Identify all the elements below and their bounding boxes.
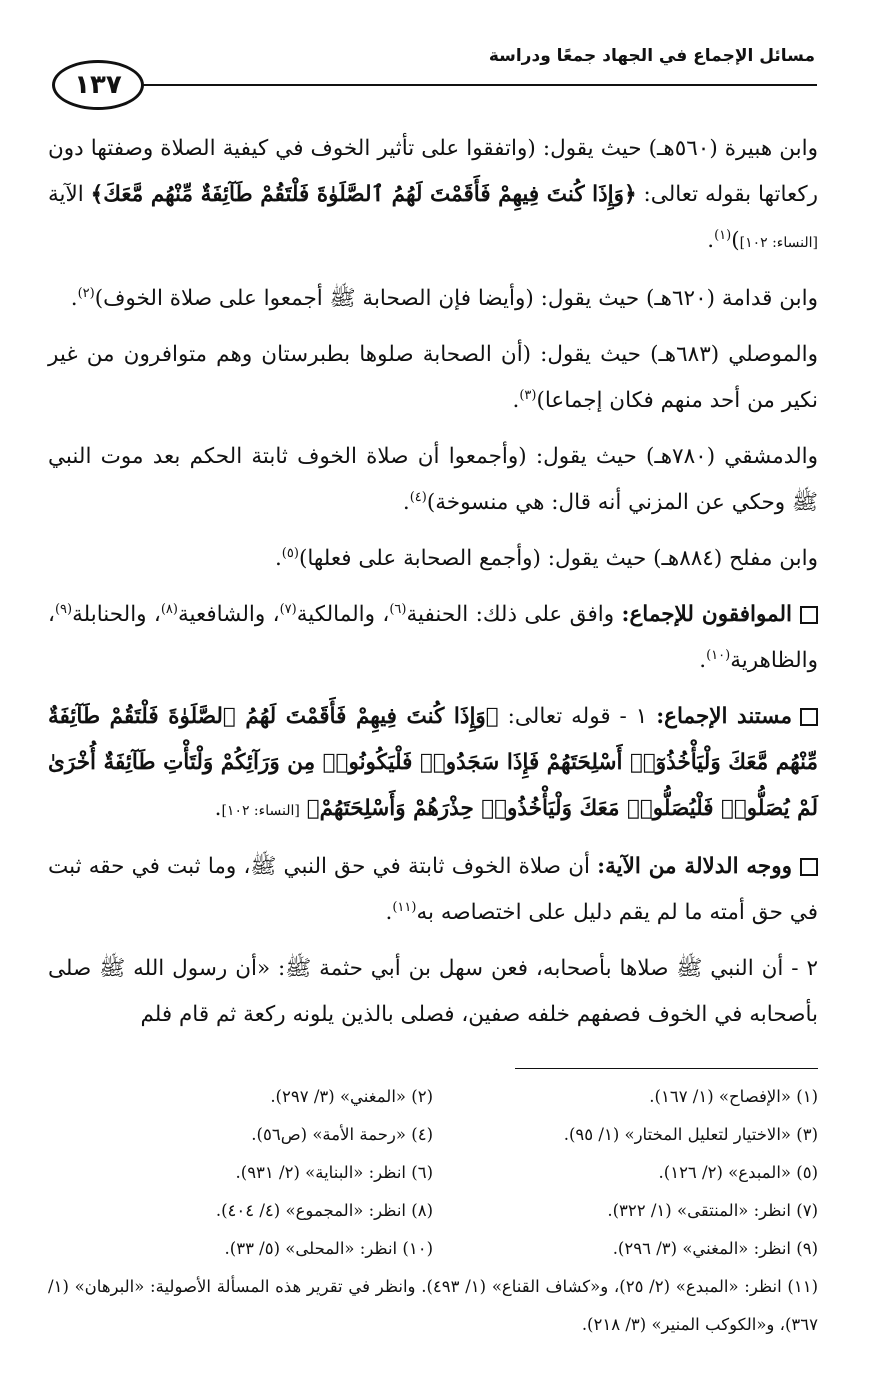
footnote: (٦) انظر: «البناية» (٢/ ٩٣١). — [235, 1163, 433, 1182]
verse-reference: [النساء: ١٠٢] — [221, 803, 300, 819]
text-run: ، والحنابلة — [72, 602, 161, 627]
footnote: (٤) «رحمة الأمة» (ص٥٦). — [251, 1125, 433, 1144]
footnote-row — [48, 1116, 818, 1154]
paragraph — [48, 126, 818, 266]
footnote-row — [48, 1154, 818, 1192]
text-run: . — [402, 490, 410, 515]
footnote: (١١) انظر: «المبدع» (٢/ ٢٥)، و«كشاف القناع» (١/ ٤٩٣). وانظر في تقرير هذه المسألة الأصولية: «البرهان» (١/ ٣٦٧)، و«الكوكب المنير» (٣/ ٢١٨). — [48, 1277, 818, 1334]
text-run: وابن قدامة (٦٢٠هـ) حيث يقول: (وأيضا فإن الصحابة ﷺ أجمعوا على صلاة الخوف) — [94, 286, 818, 311]
footnote-rule — [515, 1068, 818, 1069]
section-heading: ووجه الدلالة من الآية: — [597, 854, 792, 879]
square-bullet-icon — [800, 708, 818, 726]
text-run: . — [274, 546, 282, 571]
page-number: ١٣٧ — [74, 70, 122, 100]
paragraph — [48, 332, 818, 424]
header-rule — [140, 84, 817, 86]
text-run: والدمشقي (٧٨٠هـ) حيث يقول: (وأجمعوا أن صلاة الخوف ثابتة الحكم بعد موت النبي ﷺ وحكي عن المزني أنه قال: هي منسوخة) — [48, 444, 818, 515]
quran-verse: ﴿وَإِذَا كُنتَ فِيهِمْ فَأَقَمْتَ لَهُمُ ٱلصَّلَوٰةَ فَلْتَقُمْ طَآئِفَةٌ مِّنْهُم مَّعَكَ وَلْيَأْخُذُوٓا۟ أَسْلِحَتَهُمْ فَإِذَا سَجَدُوا۟ فَلْيَكُونُوا۟ مِن وَرَآئِكُمْ وَلْتَأْتِ طَآئِفَةٌ أُخْرَىٰ لَمْ يُصَلُّوا۟ فَلْيُصَلُّوا۟ مَعَكَ وَلْيَأْخُذُوا۟ حِذْرَهُمْ وَأَسْلِحَتَهُمْ﴾ — [48, 704, 818, 821]
text-run: . — [70, 286, 78, 311]
footnote-marker: (٢) — [77, 285, 95, 301]
footnote-marker: (٥) — [281, 545, 299, 561]
page-number-badge — [52, 60, 144, 110]
footnote-row — [48, 1192, 818, 1230]
footnote: (٩) انظر: «المغني» (٣/ ٢٩٦). — [612, 1239, 818, 1258]
paragraph — [48, 536, 818, 582]
text-run: . — [385, 900, 393, 925]
footnote-row — [48, 1230, 818, 1268]
text-run: ، والمالكية — [296, 602, 390, 627]
text-run: ٢ - أن النبي ﷺ صلاها بأصحابه، فعن سهل بن أبي حثمة ﷺ: «أن رسول الله ﷺ صلى بأصحابه في الخوف فصفهم خلفه صفين، فصلى بالذين يلونه ركعة ثم قام فلم — [48, 956, 818, 1027]
text-run: . — [707, 228, 715, 253]
paragraph — [48, 592, 818, 684]
footnote-marker: (١٠) — [706, 647, 731, 663]
text-run: والموصلي (٦٨٣هـ) حيث يقول: (أن الصحابة صلوها بطبرستان وهم متوافرون من غير نكير من أحد منهم فكان إجماعا) — [48, 342, 818, 413]
text-run — [300, 796, 307, 821]
footnote: (٥) «المبدع» (٢/ ١٢٦). — [658, 1163, 818, 1182]
square-bullet-icon — [800, 858, 818, 876]
footnote-marker: (١) — [714, 227, 732, 243]
footnote: (١٠) انظر: «المحلى» (٥/ ٣٣). — [224, 1239, 433, 1258]
footnote: (٣) «الاختيار لتعليل المختار» (١/ ٩٥). — [563, 1125, 818, 1144]
footnote-marker: (٦) — [389, 601, 407, 617]
footnote: (٢) «المغني» (٣/ ٢٩٧). — [270, 1087, 433, 1106]
footnote-marker: (٧) — [279, 601, 297, 617]
text-run: ، والظاهرية — [48, 602, 818, 673]
text-run: . — [214, 796, 222, 821]
text-run: . — [699, 648, 707, 673]
text-run: وابن هبيرة (٥٦٠هـ) حيث يقول: (واتفقوا على تأثير الخوف في كيفية الصلاة وصفتها دون ركعاتها بقوله تعالى: — [48, 136, 818, 207]
footnote: (١) «الإفصاح» (١/ ١٦٧). — [649, 1087, 818, 1106]
square-bullet-icon — [800, 606, 818, 624]
footnote-row — [48, 1078, 818, 1116]
text-run: الآية — [48, 182, 91, 207]
text-run: ١ - قوله تعالى: — [498, 704, 657, 729]
footnotes — [48, 1078, 818, 1344]
footnote-marker: (٩) — [54, 601, 73, 617]
footnote-marker: (٨) — [160, 601, 178, 617]
paragraph — [48, 276, 818, 322]
paragraph — [48, 694, 818, 834]
text-run: ، والشافعية — [177, 602, 280, 627]
section-heading: الموافقون للإجماع: — [621, 602, 793, 627]
footnote-marker: (١١) — [392, 899, 417, 915]
text-run: ) — [731, 228, 740, 253]
quran-verse: ﴿وَإِذَا كُنتَ فِيهِمْ فَأَقَمْتَ لَهُمُ ٱلصَّلَوٰةَ فَلْتَقُمْ طَآئِفَةٌ مِّنْهُم مَّعَكَ﴾ — [90, 182, 637, 207]
main-text — [48, 126, 818, 1048]
footnote-marker: (٣) — [519, 387, 537, 403]
paragraph — [48, 946, 818, 1038]
paragraph — [48, 844, 818, 936]
verse-reference: [النساء: ١٠٢] — [739, 235, 818, 251]
text-run: . — [512, 388, 520, 413]
text-run: وابن مفلح (٨٨٤هـ) حيث يقول: (وأجمع الصحابة على فعلها) — [298, 546, 818, 571]
footnote: (٨) انظر: «المجموع» (٤/ ٤٠٤). — [215, 1201, 433, 1220]
running-title: مسائل الإجماع في الجهاد جمعًا ودراسة — [488, 46, 815, 66]
text-run: أن صلاة الخوف ثابتة في حق النبي ﷺ، وما ثبت في حقه ثبت في حق أمته ما لم يقم دليل على اختصاصه به — [48, 854, 818, 925]
paragraph — [48, 434, 818, 526]
section-heading: مستند الإجماع: — [656, 704, 792, 729]
footnote-marker: (٤) — [409, 489, 427, 505]
footnote: (٧) انظر: «المنتقى» (١/ ٣٢٢). — [607, 1201, 818, 1220]
text-run: وافق على ذلك: الحنفية — [406, 602, 622, 627]
